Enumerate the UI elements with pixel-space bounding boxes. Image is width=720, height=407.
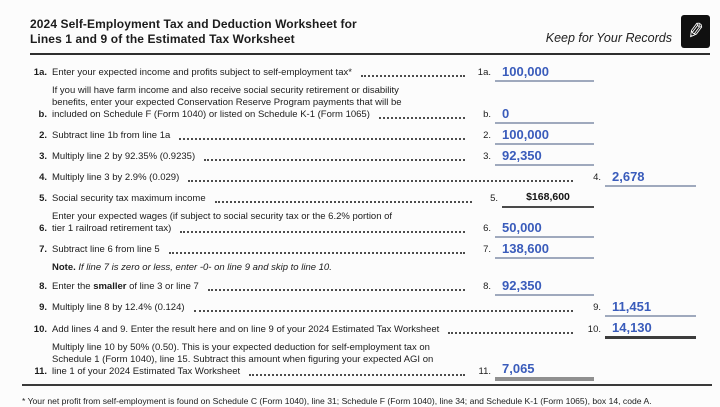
line-number-4: 4. bbox=[39, 172, 47, 183]
line-number-3: 3. bbox=[39, 151, 47, 162]
footnote-text: * Your net profit from self-employment is found on Schedule C (Form 1040), line 31; Schedule F (Form 1040), line 34; and Schedule K-1 (Form 1065), box 14, code A. bbox=[22, 396, 652, 406]
value-label-9: 9. bbox=[593, 302, 601, 313]
line-9-value-field[interactable]: 11,451 bbox=[605, 299, 696, 317]
title-line-2: Lines 1 and 9 of the Estimated Tax Worksheet bbox=[30, 32, 295, 47]
pencil-icon bbox=[685, 20, 705, 43]
dot-leader bbox=[188, 180, 573, 182]
line-8-text: Enter the smaller of line 3 or line 7 bbox=[52, 281, 199, 292]
value-label-10: 10. bbox=[587, 324, 601, 335]
value-label-11: 11. bbox=[478, 366, 491, 377]
keep-for-records bbox=[546, 15, 710, 48]
worksheet-row-2 bbox=[30, 127, 710, 145]
line-10-text: Add lines 4 and 9. Enter the result here and on line 9 of your 2024 Estimated Tax Worksheet bbox=[52, 324, 440, 335]
value-label-5: 5. bbox=[490, 193, 498, 204]
line-11-value-field[interactable]: 7,065 bbox=[495, 361, 594, 381]
worksheet-row-7 bbox=[30, 241, 710, 259]
dot-leader bbox=[208, 289, 465, 291]
value-label-1a: 1a. bbox=[477, 67, 491, 78]
title-line-1: 2024 Self-Employment Tax and Deduction Worksheet for bbox=[30, 16, 357, 31]
worksheet-row-8 bbox=[30, 278, 710, 296]
line-number-11: 11. bbox=[34, 366, 47, 377]
worksheet-row-1b bbox=[30, 85, 710, 124]
line-9-text: Multiply line 8 by 12.4% (0.124) bbox=[52, 302, 185, 313]
line-1b-text-3: included on Schedule F (Form 1040) or listed on Schedule K-1 (Form 1065) bbox=[52, 109, 370, 120]
line-6-text-2: tier 1 railroad retirement tax) bbox=[52, 223, 172, 234]
line-7-text: Subtract line 6 from line 5 bbox=[52, 244, 160, 255]
worksheet-footer bbox=[22, 384, 712, 407]
line-5-preprinted-value: $168,600 bbox=[502, 190, 594, 208]
line-1b-text-2: benefits, enter your expected Conservation Reserve Program payments that will be bbox=[52, 97, 402, 108]
value-label-6: 6. bbox=[483, 223, 491, 234]
worksheet-row-6 bbox=[30, 211, 710, 238]
line-6-value-field[interactable]: 50,000 bbox=[495, 220, 594, 238]
line-10-value-field[interactable]: 14,130 bbox=[605, 320, 696, 339]
value-label-7: 7. bbox=[483, 244, 491, 255]
worksheet-row-11 bbox=[30, 342, 710, 381]
line-2-value-field[interactable]: 100,000 bbox=[495, 127, 594, 145]
worksheet-header bbox=[30, 15, 710, 55]
keep-label: Keep for Your Records bbox=[545, 31, 672, 45]
line-5-text: Social security tax maximum income bbox=[52, 193, 206, 204]
line-1b-value-field[interactable]: 0 bbox=[495, 106, 594, 124]
dot-leader bbox=[204, 159, 465, 161]
line-8-value-field[interactable]: 92,350 bbox=[495, 278, 594, 296]
line-11-text-2: Schedule 1 (Form 1040), line 15. Subtract this amount when figuring your expected AGI on bbox=[52, 354, 434, 365]
dot-leader bbox=[448, 332, 573, 334]
dot-leader bbox=[194, 310, 573, 312]
line-number-7: 7. bbox=[39, 244, 47, 255]
line-1a-value-field[interactable]: 100,000 bbox=[495, 64, 594, 82]
line-number-1b: b. bbox=[38, 109, 47, 120]
line-4-value-field[interactable]: 2,678 bbox=[605, 169, 696, 187]
line-number-1a: 1a. bbox=[33, 67, 47, 78]
worksheet-title bbox=[30, 17, 357, 48]
dot-leader bbox=[361, 75, 465, 77]
line-7-value-field[interactable]: 138,600 bbox=[495, 241, 594, 259]
worksheet-row-3 bbox=[30, 148, 710, 166]
worksheet-row-1a bbox=[30, 64, 710, 82]
line-number-6: 6. bbox=[39, 223, 47, 234]
dot-leader bbox=[179, 138, 465, 140]
line-1b-text-1: If you will have farm income and also receive social security retirement or disability bbox=[52, 85, 399, 96]
line-11-text-1: Multiply line 10 by 50% (0.50). This is your expected deduction for self-employment tax on bbox=[52, 342, 430, 353]
dot-leader bbox=[180, 231, 465, 233]
note-text: If line 7 is zero or less, enter -0- on line 9 and skip to line 10. bbox=[78, 262, 332, 273]
value-label-8: 8. bbox=[483, 281, 491, 292]
value-label-4: 4. bbox=[593, 172, 601, 183]
line-11-text-3: line 1 of your 2024 Estimated Tax Worksheet bbox=[52, 366, 241, 377]
note-line-7 bbox=[52, 262, 710, 274]
dot-leader bbox=[379, 117, 465, 119]
dot-leader bbox=[249, 374, 465, 376]
worksheet-row-4 bbox=[30, 169, 710, 187]
line-3-value-field[interactable]: 92,350 bbox=[495, 148, 594, 166]
line-number-8: 8. bbox=[39, 281, 47, 292]
line-number-10: 10. bbox=[33, 324, 47, 335]
line-number-9: 9. bbox=[39, 302, 47, 313]
line-number-5: 5. bbox=[39, 193, 47, 204]
worksheet-rows bbox=[30, 55, 710, 381]
worksheet-row-5 bbox=[30, 190, 710, 208]
worksheet-row-10 bbox=[30, 320, 710, 339]
worksheet-row-9 bbox=[30, 299, 710, 317]
line-3-text: Multiply line 2 by 92.35% (0.9235) bbox=[52, 151, 196, 162]
dot-leader bbox=[215, 201, 472, 203]
dot-leader bbox=[169, 252, 465, 254]
value-label-3: 3. bbox=[483, 151, 491, 162]
value-label-2: 2. bbox=[483, 130, 491, 141]
line-2-text: Subtract line 1b from line 1a bbox=[52, 130, 171, 141]
line-number-2: 2. bbox=[39, 130, 47, 141]
line-4-text: Multiply line 3 by 2.9% (0.029) bbox=[52, 172, 180, 183]
note-prefix: Note. bbox=[52, 262, 76, 273]
line-6-text-1: Enter your expected wages (if subject to social security tax or the 6.2% portion of bbox=[52, 211, 393, 222]
line-1a-text: Enter your expected income and profits subject to self-employment tax* bbox=[52, 67, 352, 78]
pencil-icon-box bbox=[681, 15, 710, 48]
value-label-1b: b. bbox=[483, 109, 491, 120]
